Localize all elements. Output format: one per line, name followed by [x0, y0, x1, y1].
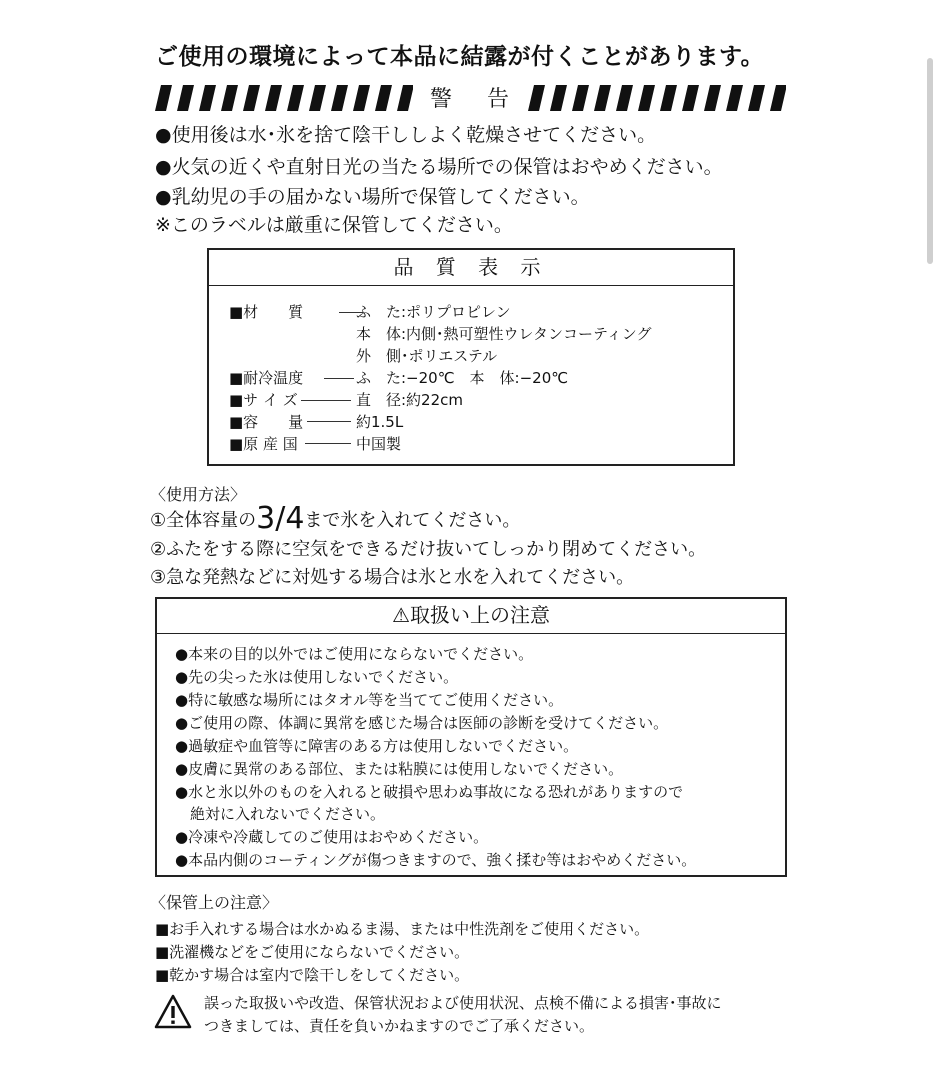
storage-item: ■乾かす場合は室内で陰干しをしてください。 — [155, 966, 470, 984]
warning-label: 警 告 — [430, 87, 523, 112]
warning-line: ●使用後は水･氷を捨て陰干ししよく乾燥させてください。 — [155, 124, 657, 146]
caution-item: ●ご使用の際、体調に異常を感じた場合は医師の診断を受けてください。 — [175, 714, 669, 732]
leader-line — [301, 400, 351, 401]
material-label: ■材 質 — [229, 303, 304, 321]
caution-item: ●特に敏感な場所にはタオル等を当ててご使用ください。 — [175, 691, 564, 709]
warning-stripe-left — [155, 85, 413, 111]
disclaimer-line-1: 誤った取扱いや改造、保管状況および使用状況、点検不備による損害･事故に — [204, 994, 722, 1012]
disclaimer-line-2: つきましては、責任を負いかねますのでご了承ください。 — [204, 1017, 595, 1035]
quality-box — [207, 248, 735, 466]
usage-step-3: ③急な発熱などに対処する場合は氷と水を入れてください。 — [150, 567, 635, 588]
scrollbar-thumb[interactable] — [927, 58, 933, 264]
warning-note: ※このラベルは厳重に保管してください。 — [155, 214, 513, 236]
caution-item: ●冷凍や冷蔵してのご使用はおやめください。 — [175, 828, 489, 846]
leader-line — [307, 421, 351, 422]
caution-item: ●水と氷以外のものを入れると破損や思わぬ事故になる恐れがありますので — [175, 783, 684, 801]
warning-stripe-right — [528, 85, 786, 111]
storage-heading: 〈保管上の注意〉 — [150, 893, 279, 912]
caution-item: ●先の尖った氷は使用しないでください。 — [175, 668, 459, 686]
caution-heading: ⚠取扱い上の注意 — [157, 599, 785, 634]
warning-line: ●火気の近くや直射日光の当たる場所での保管はおやめください。 — [155, 156, 723, 178]
page-title: ご使用の環境によって本品に結露が付くことがあります。 — [155, 44, 765, 70]
caution-item: ●本来の目的以外ではご使用にならないでください。 — [175, 645, 534, 663]
usage-step-1-pre: ①全体容量の — [150, 510, 257, 531]
origin-value: 中国製 — [356, 435, 402, 453]
size-label: ■サ イ ズ — [229, 391, 298, 409]
caution-item: ●皮膚に異常のある部位、または粘膜には使用しないでください。 — [175, 760, 624, 778]
usage-heading: 〈使用方法〉 — [150, 485, 247, 504]
cold-resistance-label: ■耐冷温度 — [229, 369, 304, 387]
usage-step-2: ②ふたをする際に空気をできるだけ抜いてしっかり閉めてください。 — [150, 539, 707, 560]
capacity-label: ■容 量 — [229, 413, 304, 431]
size-value: 直 径:約22cm — [356, 391, 463, 409]
storage-item: ■洗濯機などをご使用にならないでください。 — [155, 943, 470, 961]
caution-item-continued: 絶対に入れないでください。 — [175, 805, 386, 823]
caution-item: ●本品内側のコーティングが傷つきますので、強く揉む等はおやめください。 — [175, 851, 697, 869]
storage-item: ■お手入れする場合は水かぬるま湯、または中性洗剤をご使用ください。 — [155, 920, 650, 938]
usage-step-1 — [150, 501, 520, 536]
leader-line — [324, 378, 354, 379]
caution-item: ●過敏症や血管等に障害のある方は使用しないでください。 — [175, 737, 579, 755]
warning-line: ●乳幼児の手の届かない場所で保管してください。 — [155, 186, 590, 208]
leader-line — [305, 443, 351, 444]
cold-resistance-value: ふ た:−20℃ 本 体:−20℃ — [356, 369, 569, 387]
material-lid: ふ た:ポリプロピレン — [356, 303, 511, 321]
warning-triangle-icon — [154, 994, 192, 1030]
usage-step-1-post: まで氷を入れてください。 — [304, 510, 521, 531]
material-outer: 外 側･ポリエステル — [356, 347, 498, 365]
usage-step-1-fraction: 3/4 — [256, 501, 305, 536]
capacity-value: 約1.5L — [356, 413, 404, 431]
quality-heading: 品 質 表 示 — [209, 250, 733, 286]
material-body: 本 体:内側･熱可塑性ウレタンコーティング — [356, 325, 652, 343]
origin-label: ■原 産 国 — [229, 435, 298, 453]
